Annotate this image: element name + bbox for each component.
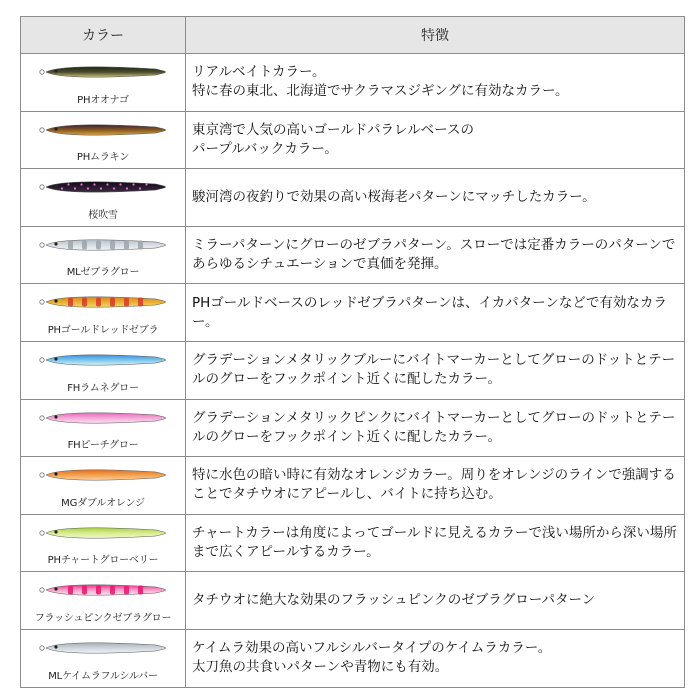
table-row bbox=[21, 111, 685, 169]
table-row bbox=[21, 54, 685, 112]
feature-description: ケイムラ効果の高いフルシルバータイプのケイムラカラー。 太刀魚の共食いパターンや青物にも有効。 bbox=[186, 629, 685, 687]
jig-lure-image bbox=[38, 410, 168, 426]
color-name: PHゴールドレッドゼブラ bbox=[47, 324, 159, 336]
table-row bbox=[21, 457, 685, 515]
table-row bbox=[21, 169, 685, 227]
color-name: MGダブルオレンジ bbox=[61, 497, 145, 509]
color-cell bbox=[21, 629, 186, 687]
color-name: PHオオナゴ bbox=[77, 94, 129, 106]
jig-lure-image bbox=[38, 525, 168, 541]
jig-lure-image bbox=[38, 294, 168, 310]
table-row bbox=[21, 629, 685, 687]
table-row bbox=[21, 572, 685, 630]
color-name: MLケイムラフルシルバー bbox=[48, 670, 158, 682]
table-row bbox=[21, 399, 685, 457]
feature-description: タチウオに絶大な効果のフラッシュピンクのゼブラグローパターン bbox=[186, 572, 685, 630]
color-name: PHチャートグローベリー bbox=[47, 555, 159, 567]
color-cell bbox=[21, 226, 186, 284]
color-cell bbox=[21, 341, 186, 399]
color-name: MLゼブラグロー bbox=[66, 267, 140, 279]
feature-description: チャートカラーは角度によってゴールドに見えるカラーで浅い場所から深い場所まで広くアピールするカラー。 bbox=[186, 514, 685, 572]
jig-lure-image bbox=[38, 237, 168, 253]
color-name: FHピーチグロー bbox=[67, 440, 139, 452]
color-name: FHラムネグロー bbox=[67, 382, 139, 394]
jig-lure-image bbox=[38, 352, 168, 368]
color-cell bbox=[21, 54, 186, 112]
color-cell bbox=[21, 572, 186, 630]
color-cell bbox=[21, 514, 186, 572]
feature-description: 東京湾で人気の高いゴールドパラレルベースの パープルバックカラー。 bbox=[186, 111, 685, 169]
color-name: 桜吹雪 bbox=[88, 209, 118, 221]
color-cell bbox=[21, 399, 186, 457]
feature-description: 特に水色の暗い時に有効なオレンジカラー。周りをオレンジのラインで強調することでタチウオにアピールし、バイトに持ち込む。 bbox=[186, 457, 685, 515]
color-cell bbox=[21, 457, 186, 515]
color-name: PHムラキン bbox=[76, 152, 130, 164]
jig-lure-image bbox=[38, 64, 168, 80]
table-row bbox=[21, 226, 685, 284]
color-cell bbox=[21, 169, 186, 227]
color-cell bbox=[21, 284, 186, 342]
jig-lure-image bbox=[38, 179, 168, 195]
table-row bbox=[21, 514, 685, 572]
table-row bbox=[21, 284, 685, 342]
feature-description: リアルベイトカラー。 特に春の東北、北海道でサクラマスジギングに有効なカラー。 bbox=[186, 54, 685, 112]
jig-lure-image bbox=[38, 122, 168, 138]
feature-description: グラデーションメタリックブルーにバイトマーカーとしてグローのドットとテールのグローをフックポイント近くに配したカラー。 bbox=[186, 341, 685, 399]
header-feature: 特徴 bbox=[186, 17, 685, 54]
color-name: フラッシュピンクゼブラグロー bbox=[34, 612, 172, 624]
color-cell bbox=[21, 111, 186, 169]
jig-lure-image bbox=[38, 582, 168, 598]
header-color: カラー bbox=[21, 17, 186, 54]
jig-lure-image bbox=[38, 640, 168, 656]
feature-description: PHゴールドベースのレッドゼブラパターンは、イカパターンなどで有効なカラー。 bbox=[186, 284, 685, 342]
feature-description: 駿河湾の夜釣りで効果の高い桜海老パターンにマッチしたカラー。 bbox=[186, 169, 685, 227]
table-header-row bbox=[21, 17, 685, 54]
feature-description: ミラーパターンにグローのゼブラパターン。スローでは定番カラーのパターンであらゆるシチュエーションで真価を発揮。 bbox=[186, 226, 685, 284]
jig-lure-image bbox=[38, 467, 168, 483]
color-table bbox=[20, 16, 685, 688]
feature-description: グラデーションメタリックピンクにバイトマーカーとしてグローのドットとテールのグローをフックポイント近くに配したカラー。 bbox=[186, 399, 685, 457]
table-row bbox=[21, 341, 685, 399]
